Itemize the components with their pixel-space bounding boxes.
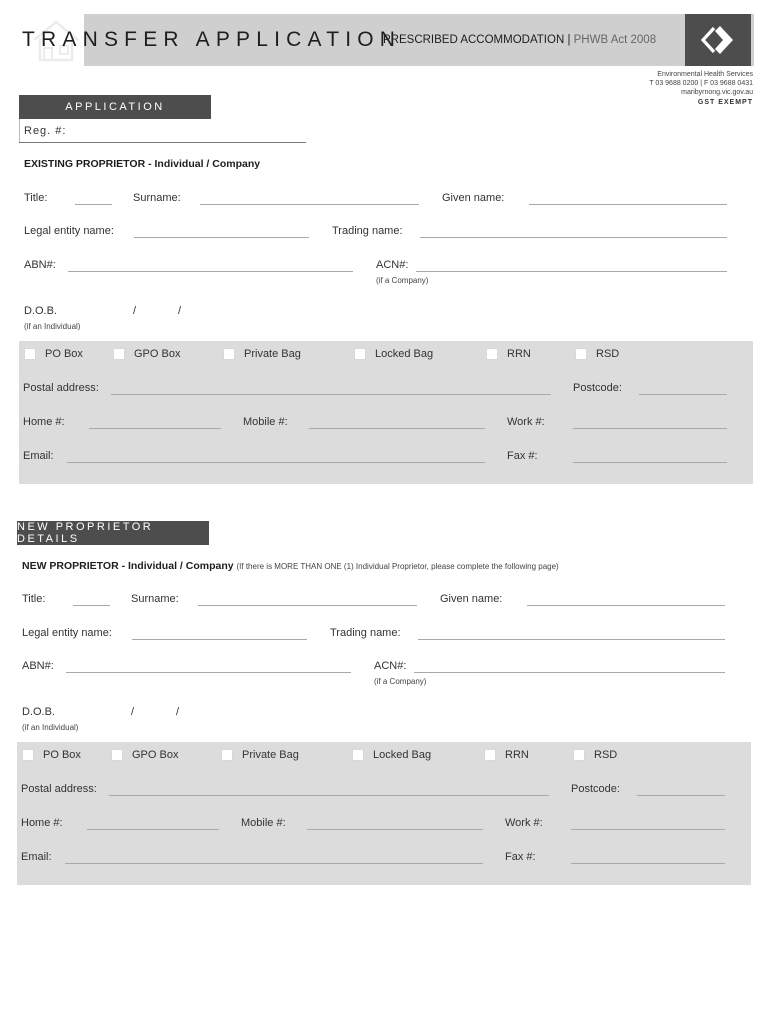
existing-gpo-box-checkbox[interactable]	[113, 348, 125, 360]
new-po-box-checkbox[interactable]	[22, 749, 34, 761]
new-fax-field[interactable]	[571, 863, 725, 864]
existing-fax-label: Fax #:	[507, 450, 538, 462]
new-surname-field[interactable]	[198, 605, 417, 606]
existing-po-box-label: PO Box	[45, 348, 83, 360]
existing-work-label: Work #:	[507, 416, 545, 428]
existing-email-field[interactable]	[67, 462, 485, 463]
new-po-box-label: PO Box	[43, 749, 81, 761]
existing-title-field[interactable]	[75, 204, 112, 205]
new-given-label: Given name:	[440, 593, 503, 605]
new-title-label: Title:	[22, 593, 46, 605]
new-proprietor-title-row	[22, 560, 559, 572]
new-abn-label: ABN#:	[22, 660, 54, 672]
existing-postcode-field[interactable]	[639, 394, 727, 395]
new-private-bag-checkbox[interactable]	[221, 749, 233, 761]
existing-abn-label: ABN#:	[24, 259, 56, 271]
existing-rrn-checkbox[interactable]	[486, 348, 498, 360]
new-acn-field[interactable]	[414, 672, 725, 673]
new-mobile-label: Mobile #:	[241, 817, 286, 829]
existing-po-box-checkbox[interactable]	[24, 348, 36, 360]
new-acn-note: (if a Company)	[374, 677, 427, 686]
new-rrn-checkbox[interactable]	[484, 749, 496, 761]
new-dob-note: (if an Individual)	[22, 723, 79, 732]
existing-acn-note: (if a Company)	[376, 276, 429, 285]
page-title: TRANSFER APPLICATION	[22, 28, 402, 51]
new-private-bag-label: Private Bag	[242, 749, 299, 761]
new-locked-bag-checkbox[interactable]	[352, 749, 364, 761]
new-postal-label: Postal address:	[21, 783, 97, 795]
new-email-field[interactable]	[65, 863, 483, 864]
new-home-label: Home #:	[21, 817, 63, 829]
existing-given-label: Given name:	[442, 192, 505, 204]
new-dob-label: D.O.B.	[22, 706, 56, 718]
existing-dob-note: (if an Individual)	[24, 322, 81, 331]
new-surname-label: Surname:	[131, 593, 179, 605]
diamond-arrows-logo-icon	[685, 14, 751, 66]
existing-title-label: Title:	[24, 192, 48, 204]
existing-abn-field[interactable]	[68, 271, 353, 272]
existing-legal-label: Legal entity name:	[24, 225, 114, 237]
subtitle-act: PHWB Act 2008	[573, 34, 657, 46]
new-title-field[interactable]	[73, 605, 110, 606]
new-postcode-label: Postcode:	[571, 783, 620, 795]
new-rsd-checkbox[interactable]	[573, 749, 585, 761]
existing-private-bag-checkbox[interactable]	[223, 348, 235, 360]
new-postcode-field[interactable]	[637, 795, 725, 796]
existing-rrn-label: RRN	[507, 348, 531, 360]
new-dob-sep-1: /	[131, 706, 135, 718]
new-trading-label: Trading name:	[330, 627, 401, 639]
new-proprietor-tab: NEW PROPRIETOR DETAILS	[17, 521, 209, 545]
existing-work-field[interactable]	[573, 428, 727, 429]
existing-home-label: Home #:	[23, 416, 65, 428]
existing-proprietor-title: EXISTING PROPRIETOR - Individual / Company	[24, 158, 261, 170]
gst-exempt-label: GST EXEMPT	[697, 99, 753, 106]
new-work-field[interactable]	[571, 829, 725, 830]
existing-private-bag-label: Private Bag	[244, 348, 301, 360]
existing-email-label: Email:	[23, 450, 54, 462]
existing-locked-bag-label: Locked Bag	[375, 348, 434, 360]
new-fax-label: Fax #:	[505, 851, 536, 863]
existing-given-field[interactable]	[529, 204, 727, 205]
existing-dob-label: D.O.B.	[24, 305, 58, 317]
new-trading-field[interactable]	[418, 639, 725, 640]
new-given-field[interactable]	[527, 605, 725, 606]
new-work-label: Work #:	[505, 817, 543, 829]
existing-mobile-field[interactable]	[309, 428, 485, 429]
subtitle-main: PRESCRIBED ACCOMMODATION |	[383, 34, 571, 46]
new-abn-field[interactable]	[66, 672, 351, 673]
new-email-label: Email:	[21, 851, 52, 863]
existing-postal-label: Postal address:	[23, 382, 99, 394]
new-home-field[interactable]	[87, 829, 219, 830]
contact-line-3: maribyrnong.vic.gov.au	[681, 89, 753, 96]
existing-rsd-checkbox[interactable]	[575, 348, 587, 360]
existing-mobile-label: Mobile #:	[243, 416, 288, 428]
new-legal-field[interactable]	[132, 639, 307, 640]
new-proprietor-note: (If there is MORE THAN ONE (1) Individual Proprietor, please complete the following page)	[236, 562, 559, 571]
new-gpo-box-label: GPO Box	[132, 749, 179, 761]
new-gpo-box-checkbox[interactable]	[111, 749, 123, 761]
new-legal-label: Legal entity name:	[22, 627, 112, 639]
existing-postal-field[interactable]	[111, 394, 551, 395]
existing-legal-field[interactable]	[134, 237, 309, 238]
existing-acn-field[interactable]	[416, 271, 727, 272]
new-mobile-field[interactable]	[307, 829, 483, 830]
existing-rsd-label: RSD	[596, 348, 620, 360]
existing-trading-label: Trading name:	[332, 225, 403, 237]
new-proprietor-title: NEW PROPRIETOR - Individual / Company	[22, 560, 234, 572]
new-postal-field[interactable]	[109, 795, 549, 796]
new-dob-sep-2: /	[176, 706, 180, 718]
reg-divider	[19, 119, 20, 143]
existing-dob-sep-1: /	[133, 305, 137, 317]
reg-label: Reg. #:	[24, 125, 67, 137]
reg-number-field[interactable]	[19, 142, 306, 143]
new-rrn-label: RRN	[505, 749, 529, 761]
existing-contact-box	[19, 341, 753, 484]
existing-dob-sep-2: /	[178, 305, 182, 317]
existing-acn-label: ACN#:	[376, 259, 409, 271]
existing-gpo-box-label: GPO Box	[134, 348, 181, 360]
existing-fax-field[interactable]	[573, 462, 727, 463]
new-locked-bag-label: Locked Bag	[373, 749, 432, 761]
new-rsd-label: RSD	[594, 749, 618, 761]
council-logo	[685, 14, 751, 66]
existing-locked-bag-checkbox[interactable]	[354, 348, 366, 360]
contact-details	[553, 70, 753, 97]
existing-surname-field[interactable]	[200, 204, 419, 205]
new-contact-box	[17, 742, 751, 885]
application-tab: APPLICATION	[19, 95, 211, 119]
existing-trading-field[interactable]	[420, 237, 727, 238]
contact-line-1: Environmental Health Services	[657, 71, 753, 78]
contact-line-2: T 03 9688 0200 | F 03 9688 0431	[649, 80, 753, 87]
existing-postcode-label: Postcode:	[573, 382, 622, 394]
page-subtitle	[383, 34, 656, 46]
new-acn-label: ACN#:	[374, 660, 407, 672]
existing-surname-label: Surname:	[133, 192, 181, 204]
existing-home-field[interactable]	[89, 428, 221, 429]
